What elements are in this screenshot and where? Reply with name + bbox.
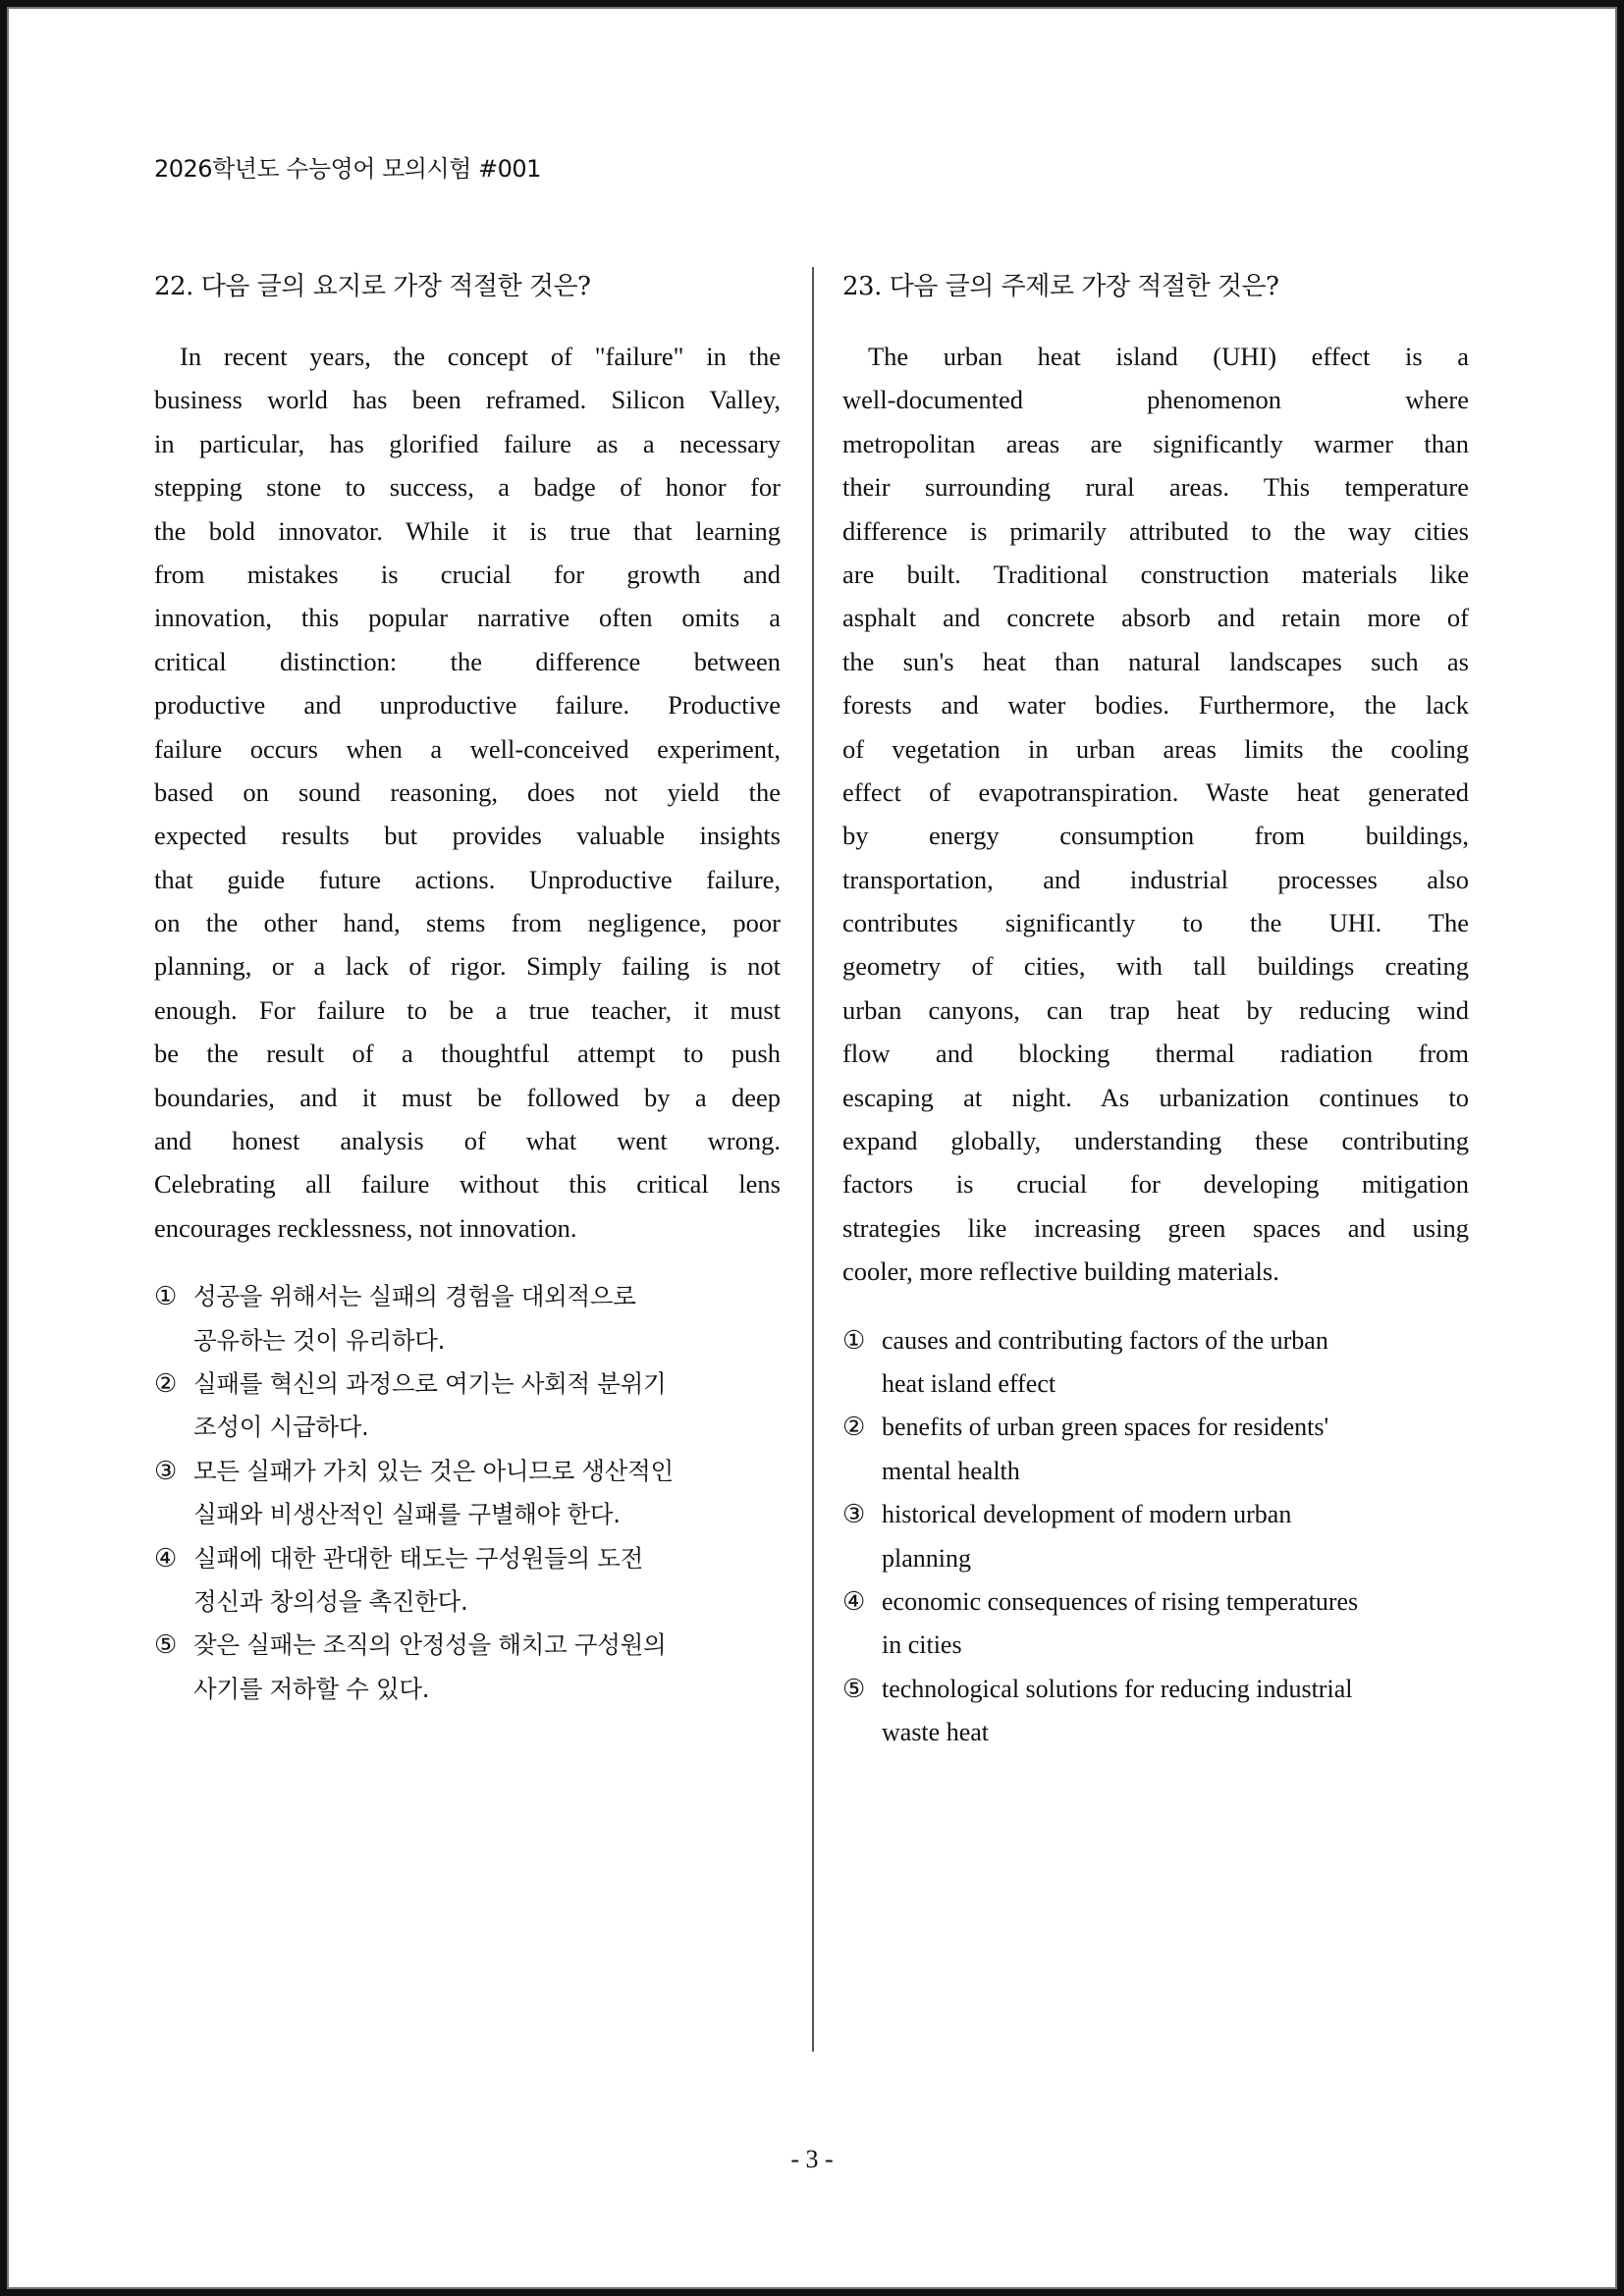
answer-choice-3[interactable]	[154, 1450, 781, 1537]
choice-text-line: planning	[882, 1543, 971, 1573]
choice-number: ③	[154, 1456, 178, 1485]
passage-line: by energy consumption from buildings,	[842, 821, 1469, 851]
choice-number: ⑤	[842, 1674, 866, 1703]
choice-text-line: 정신과 창의성을 촉진한다.	[193, 1586, 468, 1616]
choice-text-line: causes and contributing factors of the urban	[882, 1325, 1328, 1355]
answer-choice-4[interactable]	[842, 1580, 1469, 1668]
passage-line: cooler, more reflective building materials.	[842, 1256, 1279, 1287]
passage-line: factors is crucial for developing mitigation	[842, 1169, 1469, 1200]
passage-line: well-documented phenomenon where	[842, 385, 1469, 415]
passage-line: their surrounding rural areas. This temperature	[842, 472, 1469, 503]
passage-line: be the result of a thoughtful attempt to push	[154, 1039, 781, 1069]
passage-line: from mistakes is crucial for growth and	[154, 559, 781, 589]
question-title: 22. 다음 글의 요지로 가장 적절한 것은?	[154, 272, 591, 301]
passage-line: are built. Traditional construction materials like	[842, 559, 1469, 589]
passage-line: that guide future actions. Unproductive failure,	[154, 864, 781, 894]
choice-text-line: technological solutions for reducing industrial	[882, 1674, 1353, 1703]
passage-line: enough. For failure to be a true teacher, it must	[154, 994, 781, 1025]
passage-line: in particular, has glorified failure as a necessary	[154, 428, 781, 458]
passage-line: failure occurs when a well-conceived experiment,	[154, 733, 781, 764]
passage-line: on the other hand, stems from negligence, poor	[154, 908, 781, 938]
choice-text-line: 공유하는 것이 유리하다.	[193, 1325, 446, 1355]
choice-number: ④	[842, 1586, 866, 1616]
choice-text-line: 실패와 비생산적인 실패를 구별해야 한다.	[193, 1500, 621, 1529]
choice-text-line: heat island effect	[882, 1368, 1056, 1398]
choice-text-line: 모든 실패가 가치 있는 것은 아니므로 생산적인	[193, 1456, 674, 1485]
passage	[842, 335, 1469, 1294]
passage-line: business world has been reframed. Silicon Valley,	[154, 385, 781, 415]
choice-number: ②	[842, 1413, 866, 1442]
choice-text-line: mental health	[882, 1456, 1020, 1485]
passage-line: the bold innovator. While it is true that learning	[154, 515, 781, 546]
choice-number: ⑤	[154, 1630, 178, 1660]
answer-choice-1[interactable]	[154, 1275, 781, 1362]
choice-text-line: 사기를 저하할 수 있다.	[193, 1674, 430, 1703]
answer-choice-2[interactable]	[842, 1406, 1469, 1493]
choice-number: ②	[154, 1368, 178, 1398]
choice-number: ③	[842, 1500, 866, 1529]
page-number: - 3 -	[790, 2145, 834, 2173]
passage-line: transportation, and industrial processes also	[842, 864, 1469, 894]
choice-text-line: historical development of modern urban	[882, 1500, 1292, 1529]
choice-text-line: 잦은 실패는 조직의 안정성을 해치고 구성원의	[193, 1630, 667, 1660]
choice-text-line: in cities	[882, 1630, 962, 1660]
passage-line: flow and blocking thermal radiation from	[842, 1039, 1469, 1069]
choice-text-line: waste heat	[882, 1718, 990, 1747]
passage-line: expand globally, understanding these contributing	[842, 1126, 1469, 1156]
passage-line: planning, or a lack of rigor. Simply failing is not	[154, 951, 781, 982]
passage	[154, 335, 781, 1250]
choice-number: ①	[154, 1282, 178, 1311]
passage-line: metropolitan areas are significantly warmer than	[842, 428, 1469, 458]
passage-line: escaping at night. As urbanization continues to	[842, 1082, 1469, 1112]
passage-line: The urban heat island (UHI) effect is a	[868, 342, 1469, 371]
passage-line: encourages recklessness, not innovation.	[154, 1212, 577, 1243]
answer-choice-4[interactable]	[154, 1537, 781, 1625]
passage-line: difference is primarily attributed to the way cities	[842, 515, 1469, 546]
passage-line: forests and water bodies. Furthermore, the lack	[842, 690, 1469, 721]
answer-choices	[154, 1275, 781, 1711]
choice-number: ①	[842, 1325, 866, 1355]
passage-line: In recent years, the concept of "failure" in the	[180, 342, 781, 371]
answer-choice-1[interactable]	[842, 1319, 1469, 1407]
choice-number: ④	[154, 1543, 178, 1573]
choice-text-line: economic consequences of rising temperatures	[882, 1586, 1359, 1616]
answer-choice-5[interactable]	[842, 1668, 1469, 1755]
passage-line: critical distinction: the difference between	[154, 646, 781, 676]
question-23	[842, 265, 1469, 1755]
choice-text-line: benefits of urban green spaces for residents'	[882, 1413, 1329, 1442]
passage-line: the sun's heat than natural landscapes such as	[842, 646, 1469, 676]
choice-text-line: 실패에 대한 관대한 태도는 구성원들의 도전	[193, 1543, 644, 1573]
column-divider	[812, 267, 814, 2052]
passage-line: Celebrating all failure without this critical lens	[154, 1169, 781, 1200]
answer-choice-5[interactable]	[154, 1624, 781, 1711]
passage-line: asphalt and concrete absorb and retain more of	[842, 603, 1469, 633]
passage-line: productive and unproductive failure. Productive	[154, 690, 781, 721]
answer-choice-2[interactable]	[154, 1362, 781, 1450]
answer-choices	[842, 1319, 1469, 1755]
question-22	[154, 265, 781, 1711]
choice-text-line: 실패를 혁신의 과정으로 여기는 사회적 분위기	[193, 1368, 667, 1398]
passage-line: stepping stone to success, a badge of honor for	[154, 472, 781, 503]
passage-line: and honest analysis of what went wrong.	[154, 1126, 781, 1156]
passage-line: urban canyons, can trap heat by reducing wind	[842, 994, 1469, 1025]
question-title: 23. 다음 글의 주제로 가장 적절한 것은?	[842, 272, 1279, 301]
passage-line: effect of evapotranspiration. Waste heat generated	[842, 776, 1469, 807]
exam-header: 2026학년도 수능영어 모의시험 #001	[154, 155, 541, 183]
passage-line: expected results but provides valuable insights	[154, 821, 781, 851]
choice-text-line: 조성이 시급하다.	[193, 1413, 369, 1442]
passage-line: strategies like increasing green spaces and using	[842, 1212, 1469, 1243]
passage-line: geometry of cities, with tall buildings creating	[842, 951, 1469, 982]
passage-line: innovation, this popular narrative often omits a	[154, 603, 781, 633]
choice-text-line: 성공을 위해서는 실패의 경험을 대외적으로	[193, 1282, 636, 1311]
passage-line: of vegetation in urban areas limits the cooling	[842, 733, 1469, 764]
passage-line: based on sound reasoning, does not yield the	[154, 776, 781, 807]
answer-choice-3[interactable]	[842, 1493, 1469, 1580]
passage-line: boundaries, and it must be followed by a deep	[154, 1082, 781, 1112]
passage-line: contributes significantly to the UHI. The	[842, 908, 1469, 938]
